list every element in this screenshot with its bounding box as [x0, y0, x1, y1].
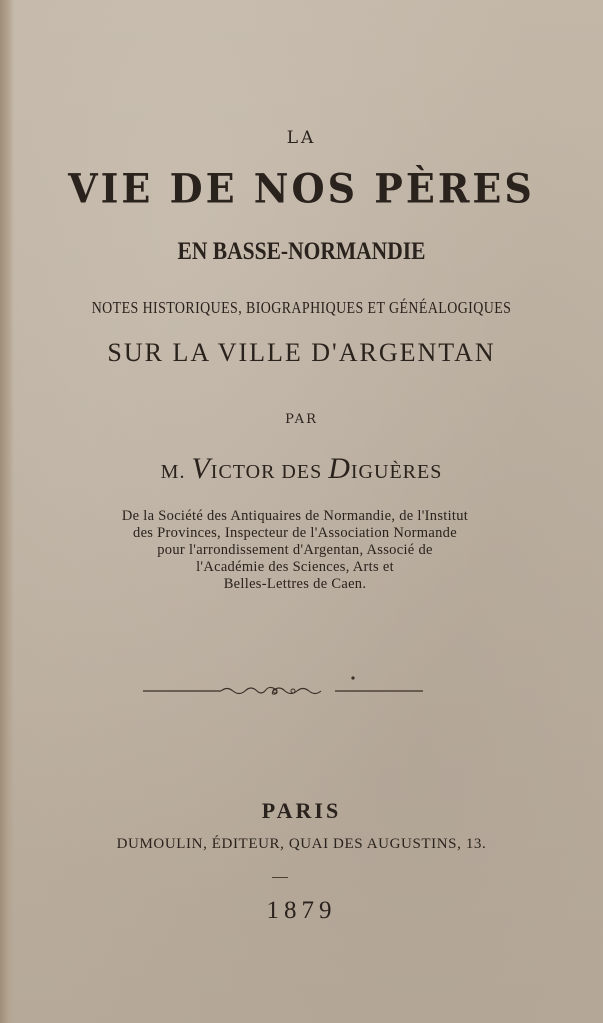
author-prefix: M. [160, 461, 186, 483]
place-line: SUR LA VILLE D'ARGENTAN [107, 338, 496, 367]
affiliation-line: Belles-Lettres de Caen. [223, 576, 367, 592]
divider [272, 877, 288, 878]
publisher-line: DUMOULIN, ÉDITEUR, QUAI DES AUGUSTINS, 13. [116, 836, 487, 852]
notes-line: NOTES HISTORIQUES, BIOGRAPHIQUES ET GÉNÉALOGIQUES [91, 298, 512, 317]
author-first-initial: V [191, 452, 211, 485]
affiliation-line: pour l'arrondissement d'Argentan, Associé de [157, 542, 433, 558]
author-last-rest: IGUÈRES [350, 461, 443, 483]
by-line: PAR [285, 412, 318, 427]
author-affiliation [60, 508, 530, 593]
scroll-rule-ornament-icon [143, 672, 423, 702]
affiliation-line: des Provinces, Inspecteur de l'Association Normande [133, 525, 457, 541]
author-particle: DES [281, 461, 323, 483]
affiliation-line: De la Société des Antiquaires de Normandie, de l'Institut [121, 508, 469, 524]
page-binding-edge [0, 0, 14, 1023]
affiliation-line: l'Académie des Sciences, Arts et [196, 559, 394, 575]
author-name [0, 452, 603, 486]
imprint-city: PARIS [261, 798, 342, 823]
author-first-rest: ICTOR [210, 461, 276, 483]
main-title: VIE DE NOS PÈRES [68, 164, 535, 213]
publication-year: 1879 [266, 897, 337, 924]
subtitle: EN BASSE-NORMANDIE [177, 238, 426, 265]
title-article: LA [286, 128, 317, 148]
author-last-initial: D [328, 452, 351, 485]
